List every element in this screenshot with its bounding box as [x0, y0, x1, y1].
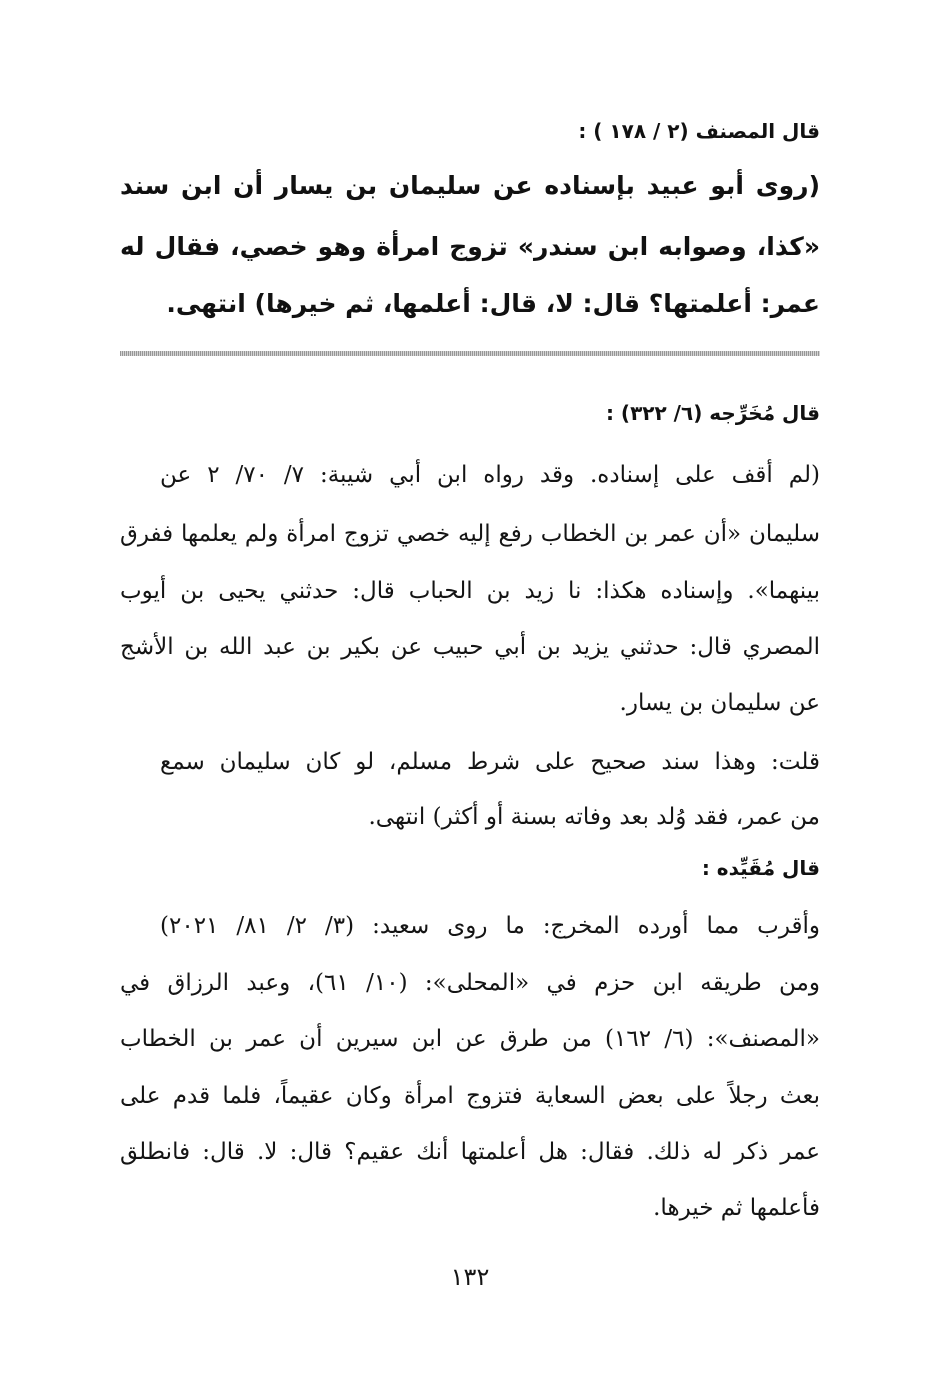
body-line: المصري قال: حدثني يزيد بن أبي حبيب عن بكير بن عبد الله بن الأشج [120, 634, 820, 660]
body-line: عن سليمان بن يسار. [619, 690, 820, 716]
quote-line: «كذا، وصوابه ابن سندر» تزوج امرأة وهو خصي، فقال له [120, 232, 820, 261]
section-heading-takhrij: قال مُخَرِّجه (٦/ ٣٢٢) : [605, 401, 820, 425]
body-line: بعث رجلاً على بعض السعاية فتزوج امرأة وكان عقيماً، فلما قدم على [120, 1083, 820, 1109]
body-line: «المصنف»: (٦/ ١٦٢) من طرق عن ابن سيرين أن عمر بن الخطاب [120, 1026, 820, 1052]
book-page [120, 0, 820, 1388]
quote-line: عمر: أعلمتها؟ قال: لا، قال: أعلمها، ثم خيرها) انتهى. [166, 289, 820, 318]
section-heading-muqayyid: قال مُقَيِّده : [701, 856, 820, 880]
body-line: فأعلمها ثم خيرها. [653, 1195, 820, 1221]
quote-line: (روى أبو عبيد بإسناده عن سليمان بن يسار أن ابن سند [120, 171, 820, 200]
body-line: قلت: وهذا سند صحيح على شرط مسلم، لو كان سليمان سمع [160, 749, 820, 775]
section-divider [120, 351, 820, 356]
section-heading-author: قال المصنف (٢ / ١٧٨ ) : [578, 119, 820, 143]
page-number: ١٣٢ [450, 1263, 490, 1291]
body-line: ومن طريقه ابن حزم في «المحلى»: (١٠/ ٦١)، وعبد الرزاق في [120, 970, 820, 996]
body-line: وأقرب مما أورده المخرج: ما روى سعيد: (٣/ ٢/ ٨١/ ٢٠٢١) [160, 913, 821, 939]
body-line: بينهما». وإسناده هكذا: نا زيد بن الحباب قال: حدثني يحيى بن أيوب [120, 578, 820, 604]
body-line: عمر ذكر له ذلك. فقال: هل أعلمتها أنك عقيم؟ قال: لا. قال: فانطلق [120, 1139, 820, 1165]
body-line: من عمر، فقد وُلد بعد وفاته بسنة أو أكثر) انتهى. [368, 804, 820, 830]
body-line: (لم أقف على إسناده. وقد رواه ابن أبي شيبة: ٧/ ٧٠/ ٢ عن [160, 462, 821, 488]
body-line: سليمان «أن عمر بن الخطاب رفع إليه خصي تزوج امرأة ولم يعلمها ففرق [120, 521, 820, 547]
